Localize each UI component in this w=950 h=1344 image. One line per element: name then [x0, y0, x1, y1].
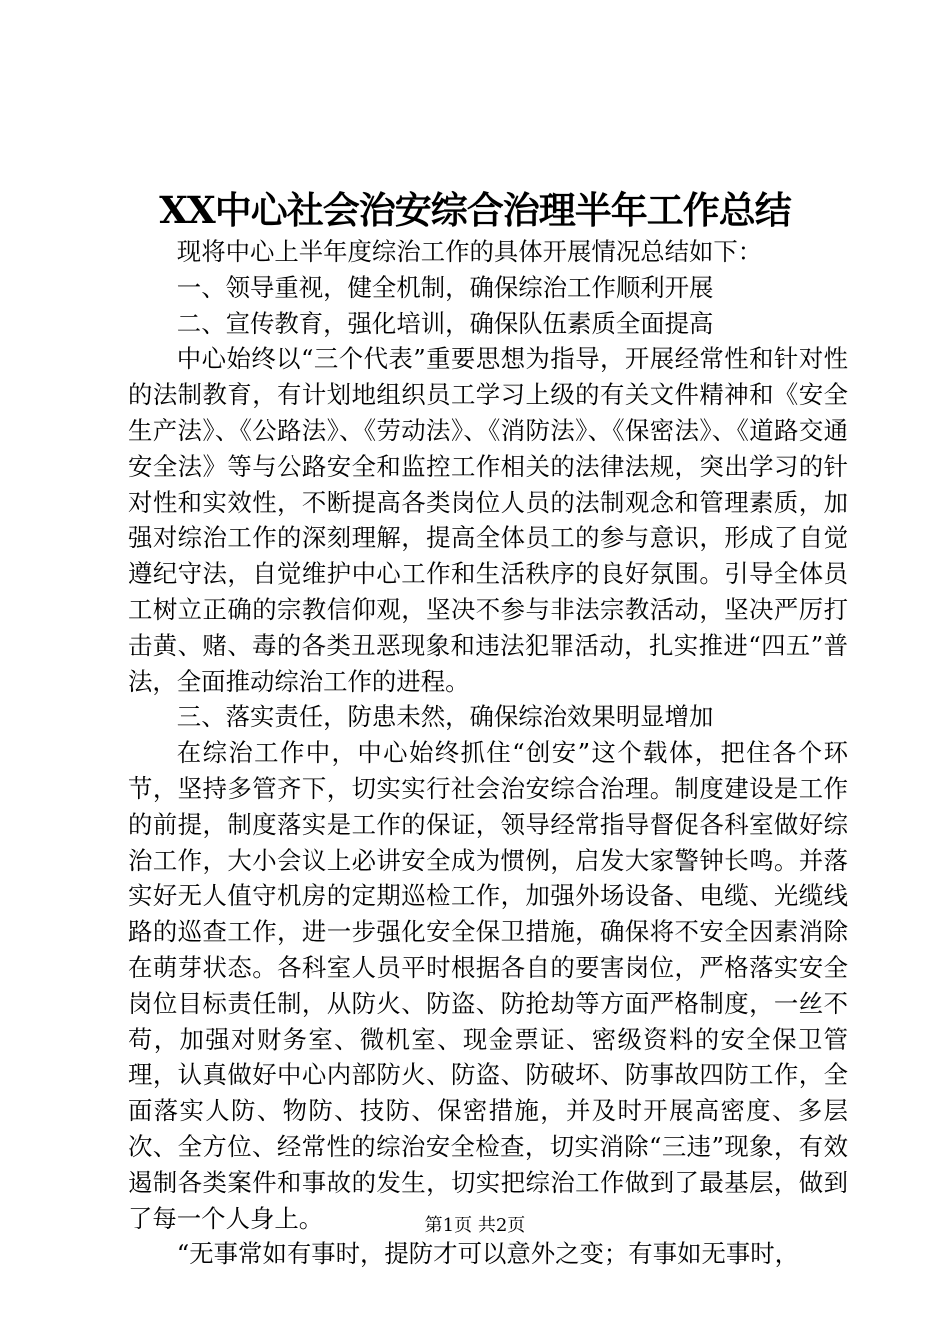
- intro-paragraph: 现将中心上半年度综治工作的具体开展情况总结如下：: [176, 237, 763, 266]
- quote-paragraph: “无事常如有事时，提防才可以意外之变；有事如无事时，: [176, 1239, 800, 1269]
- document-body: [128, 234, 848, 1272]
- body-paragraph: 在综治工作中，中心始终抓住“创安”这个载体，把住各个环节，坚持多管齐下，切实实行社会治安综合治理。制度建设是工作的前提，制度落实是工作的保证，领导经常指导督促各科室做好综治工作，大小会议上必讲安全成为惯例，启发大家警钟长鸣。并落实好无人值守机房的定期巡检工作，加强外场设备、电缆、光缆线路的巡查工作，进一步强化安全保卫措施，确保将不安全因素消除在萌芽状态。各科室人员平时根据各自的要害岗位，严格落实安全岗位目标责任制，从防火、防盗、防抢劫等方面严格制度，一丝不苟，加强对财务室、微机室、现金票证、密级资料的安全保卫管理，认真做好中心内部防火、防盗、防破坏、防事故四防工作，全面落实人防、物防、技防、保密措施，并及时开展高密度、多层次、全方位、经常性的综治安全检查，切实消除“三违”现象，有效遏制各类案件和事故的发生，切实把综治工作做到了最基层，做到了每一个人身上。: [128, 738, 848, 1233]
- body-paragraph: 中心始终以“三个代表”重要思想为指导，开展经常性和针对性的法制教育，有计划地组织员工学习上级的有关文件精神和《安全生产法》、《公路法》、《劳动法》、《消防法》、《保密法》、《道路交通安全法》等与公路安全和监控工作相关的法律法规，突出学习的针对性和实效性，不断提高各类岗位人员的法制观念和管理素质，加强对综治工作的深刻理解，提高全体员工的参与意识，形成了自觉遵纪守法，自觉维护中心工作和生活秩序的良好氛围。引导全体员工树立正确的宗教信仰观，坚决不参与非法宗教活动，坚决严厉打击黄、赌、毒的各类丑恶现象和违法犯罪活动，扎实推进“四五”普法，全面推动综治工作的进程。: [128, 344, 848, 696]
- section-heading-2: 二、宣传教育，强化培训，确保队伍素质全面提高: [176, 308, 714, 338]
- section-heading-3: 三、落实责任，防患未然，确保综治效果明显增加: [176, 702, 714, 732]
- section-heading-1: 一、领导重视，健全机制，确保综治工作顺利开展: [176, 272, 714, 302]
- document-title: XX中心社会治安综合治理半年工作总结: [159, 188, 791, 232]
- page-footer: 第1页 共2页: [424, 1215, 526, 1236]
